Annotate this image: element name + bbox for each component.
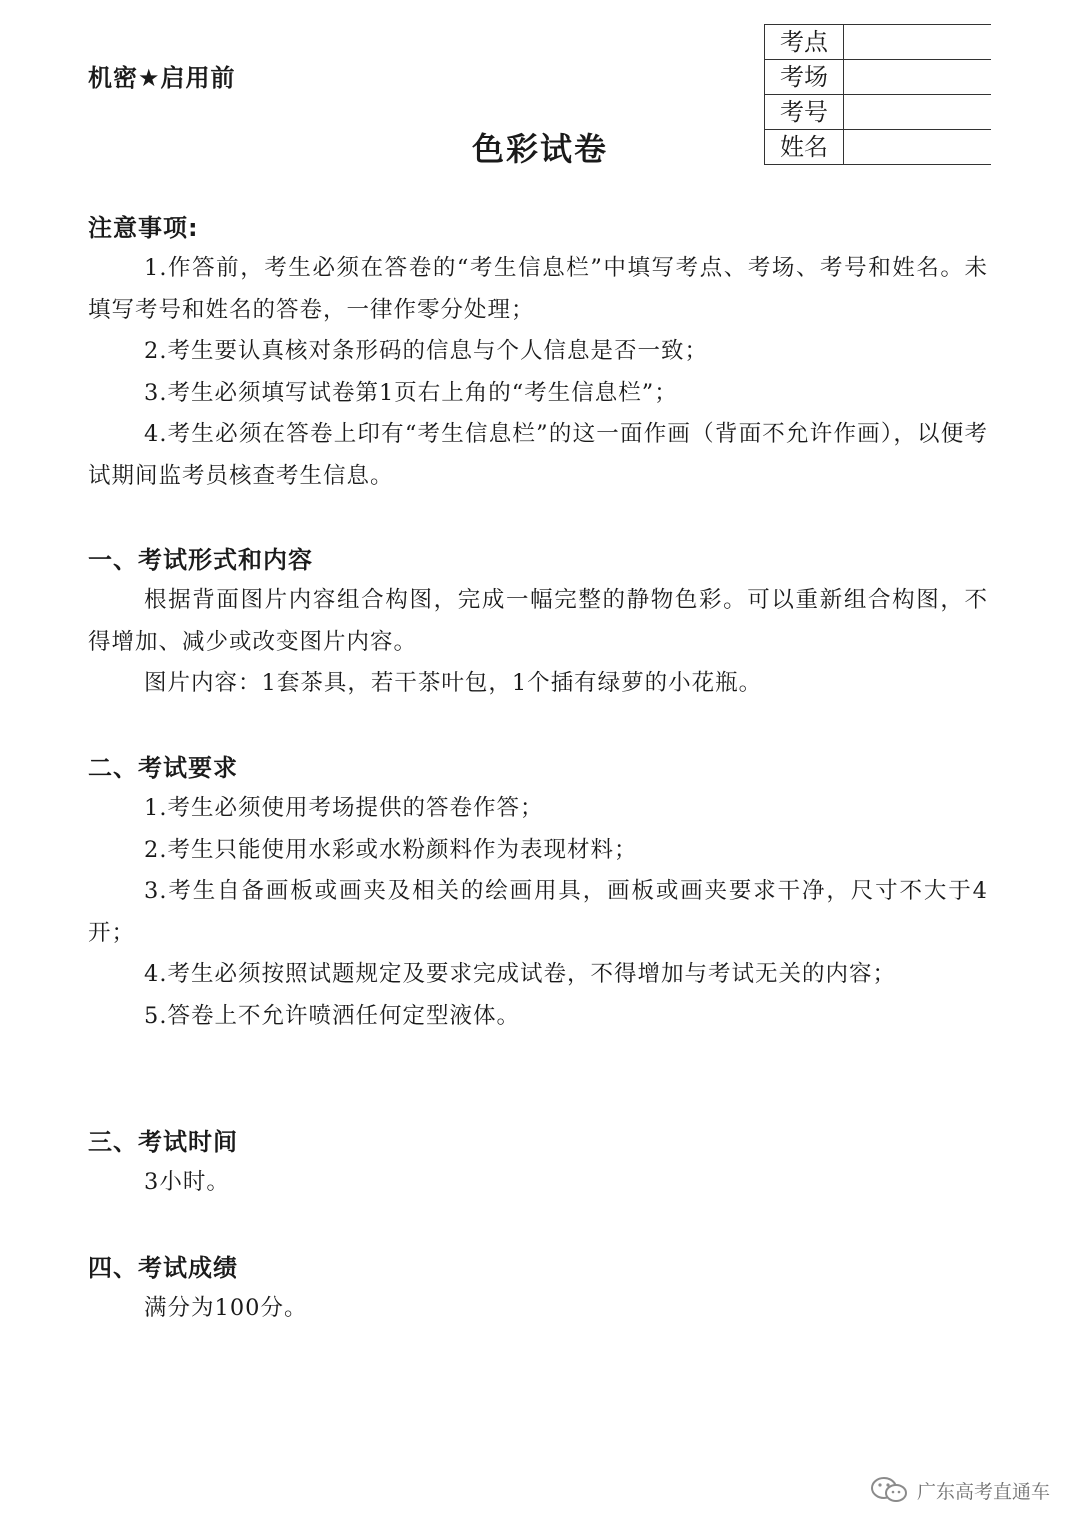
section-item: 3小时。 bbox=[144, 1169, 230, 1195]
page-title: 色彩试卷 bbox=[471, 130, 608, 168]
section-item: 4.考生必须按照试题规定及要求完成试卷，不得增加与考试无关的内容； bbox=[144, 961, 896, 987]
info-value-field bbox=[844, 25, 992, 60]
exam-score-section bbox=[88, 1248, 988, 1330]
notice-item: 1.作答前，考生必须在答卷的“考生信息栏”中填写考点、考场、考号和姓名。未填写考号和姓名的答卷，一律作零分处理； bbox=[88, 255, 988, 323]
section-item: 根据背面图片内容组合构图，完成一幅完整的静物色彩。可以重新组合构图，不得增加、减少或改变图片内容。 bbox=[88, 587, 988, 655]
watermark bbox=[869, 1475, 1050, 1505]
secret-label: 机密★启用前 bbox=[88, 64, 236, 92]
exam-time-section bbox=[88, 1122, 988, 1204]
notice-item: 2.考生要认真核对条形码的信息与个人信息是否一致； bbox=[144, 338, 708, 364]
section-item: 2.考生只能使用水彩或水粉颜料作为表现材料； bbox=[144, 836, 638, 863]
notice-item: 4.考生必须在答卷上印有“考生信息栏”的这一面作画（背面不允许作画），以便考试期间监考员核查考生信息。 bbox=[88, 421, 988, 489]
section-item: 3.考生自备画板或画夹及相关的绘画用具，画板或画夹要求干净，尺寸不大于4开； bbox=[88, 878, 988, 946]
info-value-field bbox=[844, 130, 992, 165]
info-row bbox=[765, 60, 992, 95]
section-heading: 二、考试要求 bbox=[88, 754, 238, 782]
section-heading: 一、考试形式和内容 bbox=[88, 546, 313, 574]
info-value-field bbox=[844, 95, 992, 130]
watermark-text: 广东高考直通车 bbox=[916, 1480, 1050, 1503]
info-value-field bbox=[844, 60, 992, 95]
info-row bbox=[765, 25, 992, 60]
section-heading: 四、考试成绩 bbox=[88, 1254, 238, 1282]
section-item: 满分为100分。 bbox=[144, 1295, 308, 1321]
info-label: 考点 bbox=[765, 25, 844, 60]
section-item: 图片内容：1套茶具，若干茶叶包，1个插有绿萝的小花瓶。 bbox=[144, 670, 763, 696]
info-label: 考场 bbox=[765, 60, 844, 95]
exam-format-section bbox=[88, 540, 988, 705]
wechat-icon bbox=[869, 1475, 909, 1505]
section-item: 1.考生必须使用考场提供的答卷作答； bbox=[144, 795, 544, 821]
info-row bbox=[765, 95, 992, 130]
notice-heading: 注意事项: bbox=[88, 214, 199, 242]
notice-section bbox=[88, 208, 988, 497]
info-row bbox=[765, 130, 992, 165]
info-label: 考号 bbox=[765, 95, 844, 130]
notice-item: 3.考生必须填写试卷第1页右上角的“考生信息栏”； bbox=[144, 379, 678, 406]
info-label: 姓名 bbox=[765, 130, 844, 165]
student-info-table bbox=[764, 24, 991, 165]
section-heading: 三、考试时间 bbox=[88, 1128, 238, 1156]
section-item: 5.答卷上不允许喷洒任何定型液体。 bbox=[144, 1002, 520, 1029]
exam-requirements-section bbox=[88, 748, 988, 1037]
